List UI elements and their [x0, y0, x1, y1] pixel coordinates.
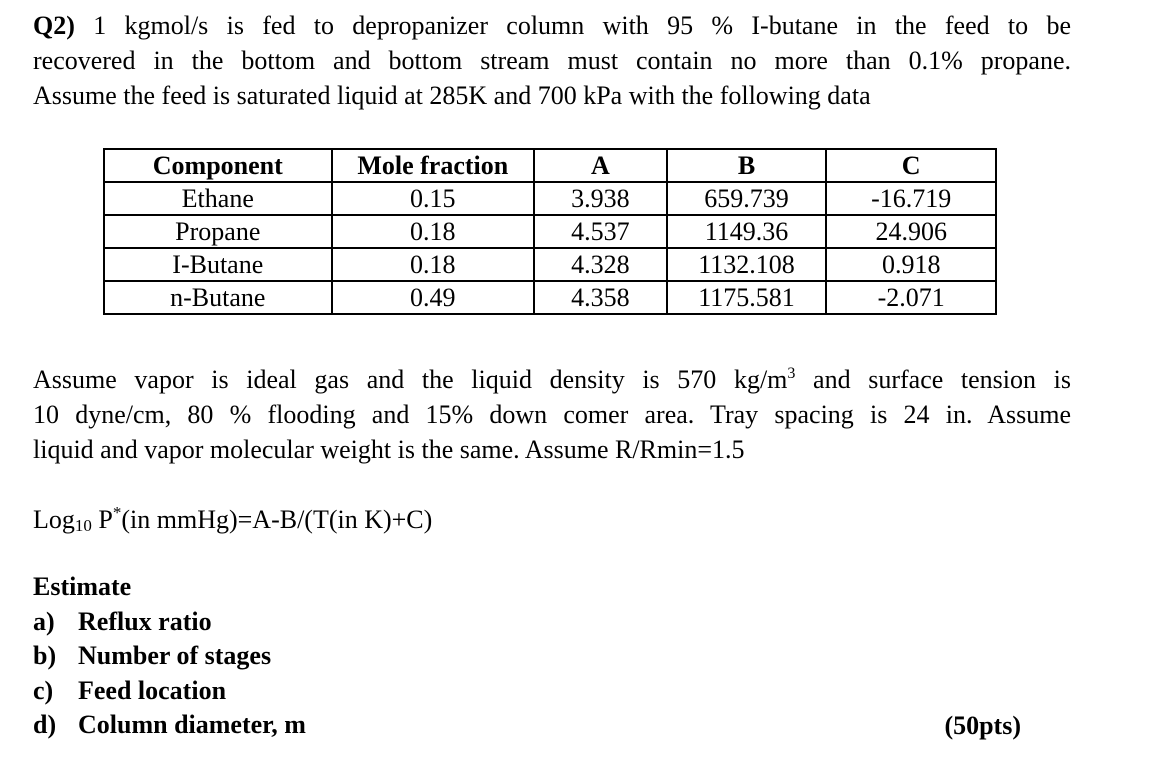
table-row: [104, 281, 996, 314]
cell-a: 3.938: [534, 182, 667, 215]
intro-line-1-text: 1 kgmol/s is fed to depropanizer column with 95 % I-butane in the feed to be: [93, 11, 1072, 40]
header-mole-fraction: Mole fraction: [332, 149, 534, 182]
cell-a: 4.537: [534, 215, 667, 248]
intro-line-2: recovered in the bottom and bottom stream must contain no more than 0.1% propane.: [33, 46, 1071, 75]
formula-p: P: [91, 505, 113, 534]
cell-b: 1175.581: [667, 281, 827, 314]
points-label: (50pts): [944, 711, 1021, 740]
list-item: [33, 708, 306, 743]
list-item: [33, 674, 306, 709]
cell-mole-fraction: 0.18: [332, 248, 534, 281]
item-letter: d): [33, 710, 57, 739]
header-a: A: [534, 149, 667, 182]
component-data-table: [103, 148, 997, 315]
antoine-equation: [33, 502, 432, 537]
list-item: [33, 639, 306, 674]
cell-c: -2.071: [826, 281, 996, 314]
item-text: Number of stages: [78, 641, 272, 670]
assumptions-line-2: 10 dyne/cm, 80 % flooding and 15% down comer area. Tray spacing is 24 in. Assume: [33, 400, 1071, 429]
cell-c: -16.719: [826, 182, 996, 215]
intro-line-1: [33, 8, 1071, 43]
estimate-section: [33, 570, 306, 743]
cell-c: 24.906: [826, 215, 996, 248]
cell-b: 1149.36: [667, 215, 827, 248]
cell-c: 0.918: [826, 248, 996, 281]
cell-b: 1132.108: [667, 248, 827, 281]
cell-b: 659.739: [667, 182, 827, 215]
cell-component: I-Butane: [104, 248, 332, 281]
assumptions-line-1a: Assume vapor is ideal gas and the liquid density is 570 kg/m: [33, 365, 788, 394]
formula-rest: (in mmHg)=A-B/(T(in K)+C): [121, 505, 433, 534]
item-text: Feed location: [78, 675, 227, 705]
table-row: [104, 248, 996, 281]
table-row: [104, 215, 996, 248]
header-component: Component: [104, 149, 332, 182]
cell-a: 4.358: [534, 281, 667, 314]
cell-component: Ethane: [104, 182, 332, 215]
cell-component: Propane: [104, 215, 332, 248]
header-b: B: [667, 149, 827, 182]
cubed-superscript: 3: [787, 365, 796, 382]
cell-a: 4.328: [534, 248, 667, 281]
item-letter: b): [33, 641, 57, 670]
question-intro: [33, 8, 1071, 113]
cell-mole-fraction: 0.49: [332, 281, 534, 314]
item-letter: a): [33, 606, 55, 636]
table-header-row: [104, 149, 996, 182]
table-row: [104, 182, 996, 215]
question-label: Q2): [33, 11, 75, 40]
item-letter: c): [33, 675, 54, 705]
assumptions-line-3: liquid and vapor molecular weight is the same. Assume R/Rmin=1.5: [33, 435, 745, 464]
header-c: C: [826, 149, 996, 182]
formula-log: Log: [33, 505, 75, 534]
list-item: [33, 605, 306, 640]
assumptions-line-1b: and surface tension is: [795, 365, 1072, 394]
intro-line-3: Assume the feed is saturated liquid at 285K and 700 kPa with the following data: [33, 81, 871, 110]
formula-log-base: 10: [74, 516, 92, 535]
item-text: Column diameter, m: [78, 710, 306, 739]
estimate-title: Estimate: [33, 572, 132, 601]
formula-star: *: [112, 503, 122, 522]
cell-mole-fraction: 0.18: [332, 215, 534, 248]
item-text: Reflux ratio: [78, 606, 212, 636]
assumptions-paragraph: [33, 362, 1071, 467]
assumptions-line-1: [33, 362, 1071, 397]
cell-component: n-Butane: [104, 281, 332, 314]
cell-mole-fraction: 0.15: [332, 182, 534, 215]
